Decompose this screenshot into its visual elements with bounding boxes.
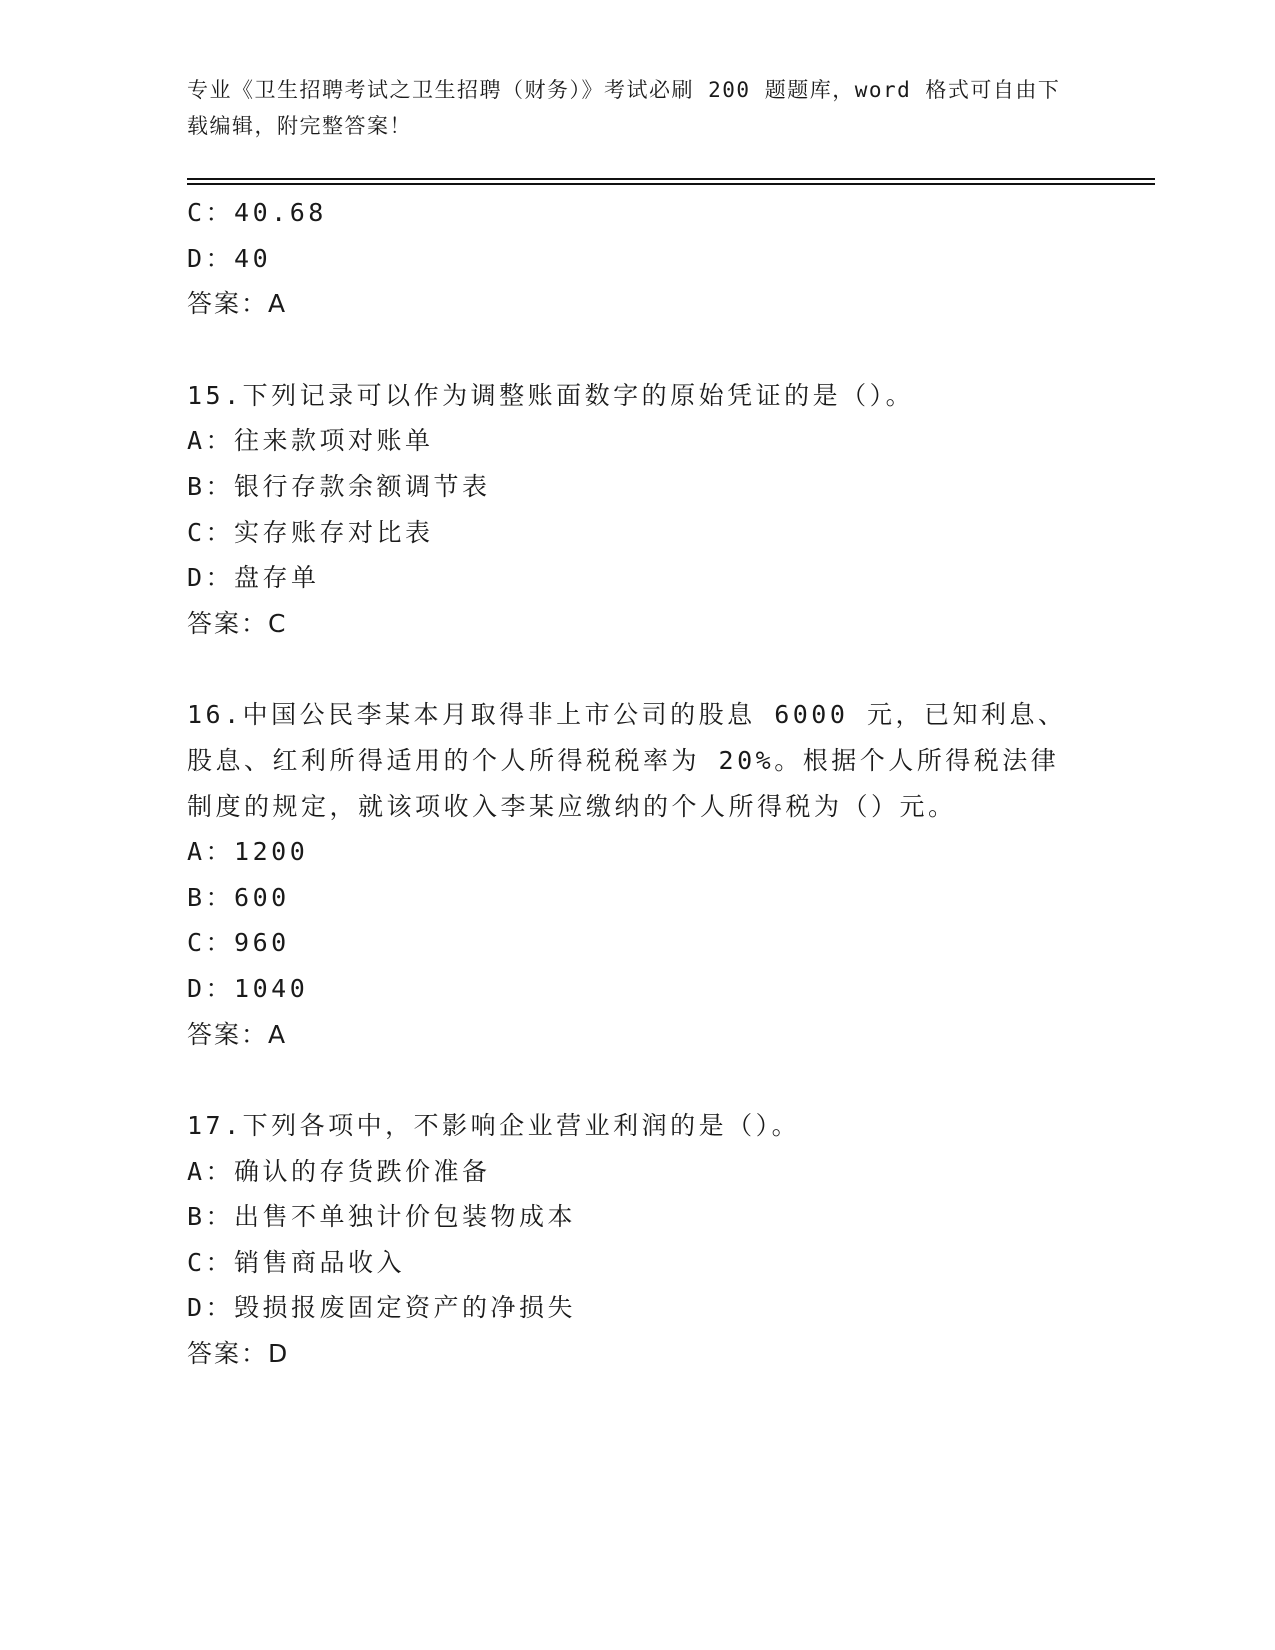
option-c: C：40.68 xyxy=(187,198,327,227)
option-d: D：1040 xyxy=(187,973,309,1003)
option-a: A：确认的存货跌价准备 xyxy=(187,1156,491,1186)
header-divider-bottom xyxy=(187,183,1155,185)
answer-line: 答案：A xyxy=(187,1019,288,1049)
question-14-continued xyxy=(187,190,1087,327)
question-15 xyxy=(187,373,1087,647)
question-stem: 16.中国公民李某本月取得非上市公司的股息 6000 元，已知利息、股息、红利所得适用的个人所得税税率为 20%。根据个人所得税法律制度的规定，就该项收入李某应缴纳的个人所得税为（）元。 xyxy=(187,700,1067,821)
option-b: B：银行存款余额调节表 xyxy=(187,471,491,501)
option-d: D：40 xyxy=(187,243,272,273)
question-stem: 15.下列记录可以作为调整账面数字的原始凭证的是（）。 xyxy=(187,380,915,410)
header-divider-top xyxy=(187,178,1155,180)
question-stem: 17.下列各项中，不影响企业营业利润的是（）。 xyxy=(187,1111,801,1141)
option-d: D：盘存单 xyxy=(187,563,320,593)
answer-line: 答案：C xyxy=(187,608,288,638)
option-a: A：1200 xyxy=(187,837,309,867)
option-b: B：600 xyxy=(187,882,290,912)
question-list xyxy=(187,190,1087,1377)
question-16 xyxy=(187,692,1087,1057)
answer-line: 答案：A xyxy=(187,289,288,319)
option-a: A：往来款项对账单 xyxy=(187,426,434,456)
answer-line: 答案：D xyxy=(187,1339,290,1369)
option-c: C：销售商品收入 xyxy=(187,1247,406,1277)
document-header: 专业《卫生招聘考试之卫生招聘（财务）》考试必刷 200 题题库，word 格式可自由下载编辑，附完整答案！ xyxy=(187,78,1061,138)
option-c: C：实存账存对比表 xyxy=(187,517,434,547)
option-d: D：毁损报废固定资产的净损失 xyxy=(187,1293,577,1323)
question-17 xyxy=(187,1103,1087,1377)
option-c: C：960 xyxy=(187,928,290,958)
option-b: B：出售不单独计价包装物成本 xyxy=(187,1202,577,1232)
